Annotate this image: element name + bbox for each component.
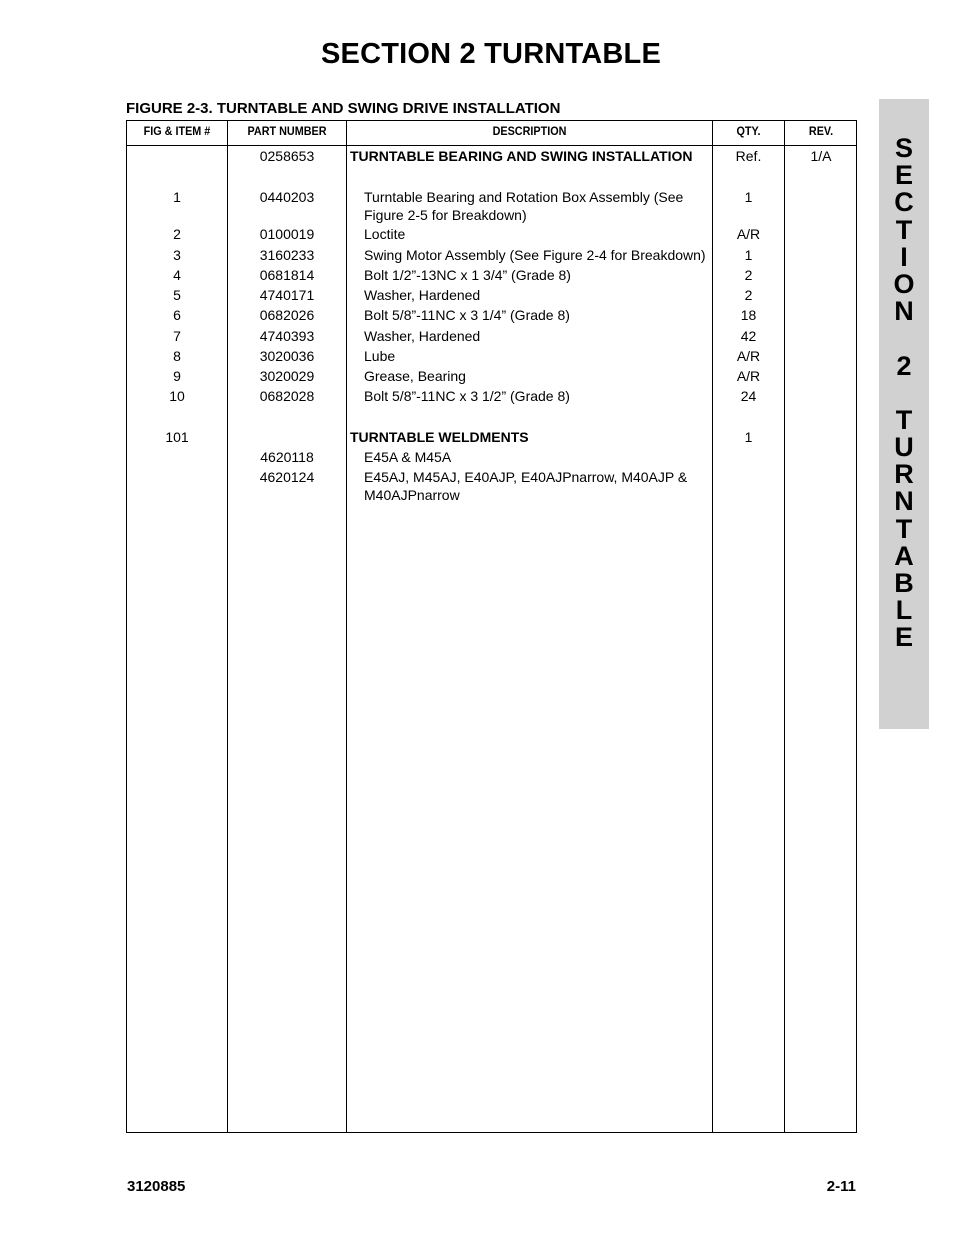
description: Bolt 1/2”-13NC x 1 3/4” (Grade 8) bbox=[364, 267, 571, 283]
item-number: 101 bbox=[165, 429, 189, 445]
description: Grease, Bearing bbox=[364, 368, 466, 384]
header-part-number: PART NUMBER bbox=[247, 124, 327, 138]
side-tab-letter: U bbox=[894, 432, 914, 463]
side-tab-letter: N bbox=[894, 296, 914, 327]
quantity: 1 bbox=[744, 247, 753, 263]
page-number: 2-11 bbox=[826, 1178, 856, 1195]
quantity: A/R bbox=[736, 226, 761, 242]
quantity: 2 bbox=[744, 287, 753, 303]
description: Bolt 5/8”-11NC x 3 1/2” (Grade 8) bbox=[364, 388, 570, 404]
quantity: A/R bbox=[736, 368, 761, 384]
item-number: 3 bbox=[173, 247, 181, 263]
side-tab-letter: I bbox=[900, 241, 908, 272]
side-tab-letter: R bbox=[894, 459, 914, 490]
side-tab-letter: T bbox=[895, 404, 913, 435]
part-number: 4620118 bbox=[260, 449, 314, 465]
header-fig-item: FIG & ITEM # bbox=[143, 124, 211, 138]
quantity: 2 bbox=[744, 267, 753, 283]
part-number: 0682028 bbox=[259, 388, 315, 404]
header-rev: REV. bbox=[808, 124, 834, 138]
part-number: 4620124 bbox=[259, 469, 315, 485]
side-tab-text bbox=[879, 135, 929, 652]
part-number: 3160233 bbox=[259, 247, 315, 263]
item-number: 1 bbox=[173, 189, 181, 205]
item-number: 2 bbox=[173, 226, 181, 242]
description: Swing Motor Assembly (See Figure 2-4 for Breakdown) bbox=[364, 247, 706, 263]
description: Turntable Bearing and Rotation Box Assembly (See Figure 2-5 for Breakdown) bbox=[364, 189, 684, 223]
header-qty: QTY. bbox=[736, 124, 761, 138]
side-tab-letter bbox=[879, 325, 929, 352]
description: E45A & M45A bbox=[364, 449, 452, 465]
quantity: 24 bbox=[740, 388, 757, 404]
section-side-tab bbox=[879, 99, 929, 729]
description: TURNTABLE WELDMENTS bbox=[350, 429, 529, 445]
document-number: 3120885 bbox=[127, 1178, 186, 1195]
item-number: 5 bbox=[173, 287, 181, 303]
side-tab-letter: L bbox=[895, 595, 913, 626]
part-number: 0682026 bbox=[259, 307, 315, 323]
description: Washer, Hardened bbox=[364, 328, 481, 344]
quantity: 18 bbox=[740, 307, 757, 323]
side-tab-letter: T bbox=[895, 214, 913, 245]
description: E45AJ, M45AJ, E40AJP, E40AJPnarrow, M40AJP & M40AJPnarrow bbox=[364, 469, 688, 503]
side-tab-letter: E bbox=[894, 622, 913, 653]
column-divider bbox=[784, 120, 785, 1133]
side-tab-letter: A bbox=[894, 540, 914, 571]
side-tab-letter: O bbox=[893, 268, 915, 299]
item-number: 9 bbox=[173, 368, 181, 384]
description: Loctite bbox=[364, 226, 406, 242]
part-number: 0100019 bbox=[259, 226, 315, 242]
side-tab-letter: C bbox=[894, 187, 914, 218]
side-tab-letter: B bbox=[894, 568, 914, 598]
item-number: 7 bbox=[173, 328, 181, 344]
quantity: A/R bbox=[736, 348, 761, 364]
quantity: 1 bbox=[744, 189, 753, 205]
page-title: SECTION 2 TURNTABLE bbox=[321, 38, 661, 70]
header-description: DESCRIPTION bbox=[492, 124, 567, 138]
side-tab-letter: 2 bbox=[896, 350, 912, 381]
part-number: 0681814 bbox=[259, 267, 315, 283]
description: Lube bbox=[364, 348, 396, 364]
part-number: 0440203 bbox=[259, 189, 315, 205]
part-number: 4740171 bbox=[259, 287, 315, 303]
header-divider bbox=[126, 145, 857, 146]
side-tab-letter: E bbox=[894, 160, 913, 191]
quantity: 42 bbox=[740, 328, 757, 344]
column-divider bbox=[346, 120, 347, 1133]
description: Washer, Hardened bbox=[364, 287, 481, 303]
item-number: 10 bbox=[169, 388, 185, 404]
description: Bolt 5/8”-11NC x 3 1/4” (Grade 8) bbox=[364, 307, 570, 323]
part-number: 3020029 bbox=[259, 368, 315, 384]
part-number: 0258653 bbox=[259, 148, 315, 164]
quantity: 1 bbox=[744, 429, 753, 445]
part-number: 4740393 bbox=[259, 328, 315, 344]
description: TURNTABLE BEARING AND SWING INSTALLATION bbox=[350, 148, 693, 164]
item-number: 8 bbox=[173, 348, 181, 364]
side-tab-letter: S bbox=[894, 133, 913, 163]
revision: 1/A bbox=[810, 148, 832, 164]
item-number: 6 bbox=[173, 307, 181, 323]
quantity: Ref. bbox=[735, 148, 762, 164]
part-number: 3020036 bbox=[259, 348, 315, 364]
side-tab-letter bbox=[879, 380, 929, 407]
side-tab-letter: N bbox=[894, 486, 914, 517]
side-tab-letter: T bbox=[895, 513, 913, 544]
figure-title: FIGURE 2-3. TURNTABLE AND SWING DRIVE INSTALLATION bbox=[126, 100, 561, 117]
item-number: 4 bbox=[173, 267, 181, 283]
